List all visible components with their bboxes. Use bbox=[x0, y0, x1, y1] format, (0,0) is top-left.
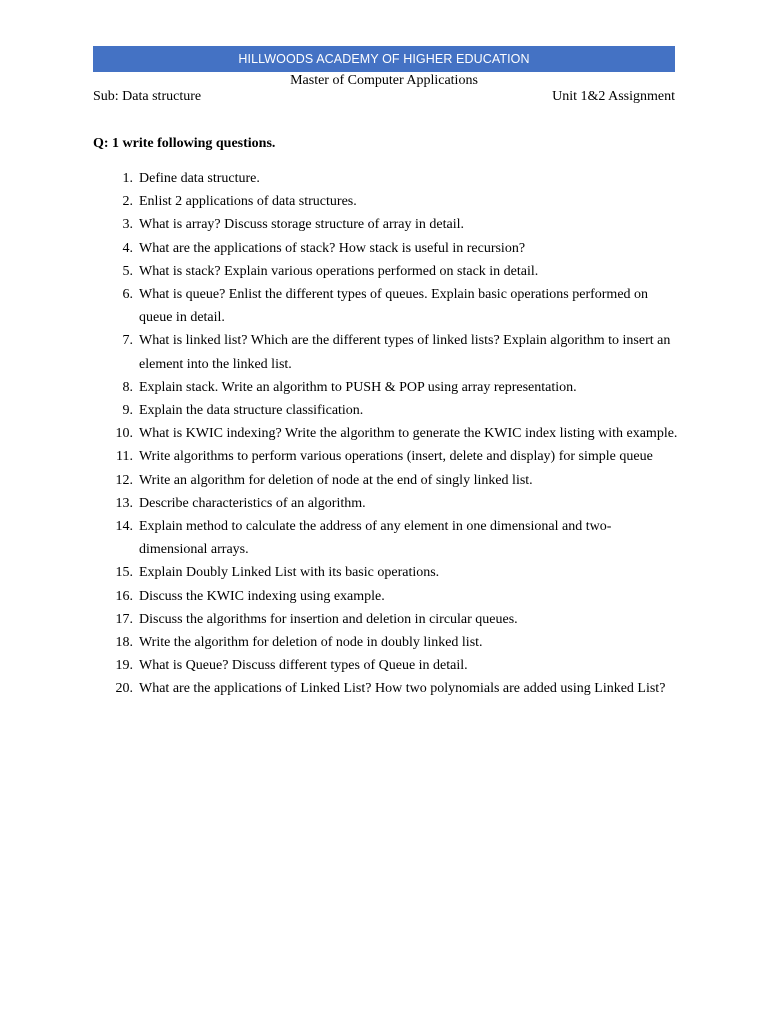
question-number bbox=[93, 492, 139, 515]
question-item bbox=[93, 585, 678, 608]
question-text: Explain stack. Write an algorithm to PUSH & POP using array representation. bbox=[139, 379, 577, 395]
question-item bbox=[93, 422, 678, 445]
question-item bbox=[93, 608, 678, 631]
question-number-label: 12. bbox=[115, 472, 133, 488]
unit-label: Unit 1&2 Assignment bbox=[552, 89, 675, 104]
question-text: What is KWIC indexing? Write the algorithm to generate the KWIC index listing with example. bbox=[139, 426, 678, 442]
question-item bbox=[93, 237, 678, 260]
question-number-label: 10. bbox=[115, 426, 133, 442]
question-item bbox=[93, 167, 678, 190]
question-number-label: 18. bbox=[115, 635, 133, 651]
question-number-label: 5. bbox=[122, 263, 133, 279]
question-text: Discuss the KWIC indexing using example. bbox=[139, 588, 385, 604]
question-number bbox=[93, 561, 139, 584]
question-text: Explain Doubly Linked List with its basic operations. bbox=[139, 565, 440, 581]
question-item bbox=[93, 329, 678, 375]
question-text: What are the applications of stack? How stack is useful in recursion? bbox=[139, 240, 526, 256]
question-number-label: 8. bbox=[122, 379, 133, 395]
question-number bbox=[93, 329, 139, 375]
question-number bbox=[93, 237, 139, 260]
question-number bbox=[93, 515, 139, 561]
question-item bbox=[93, 283, 678, 329]
question-number bbox=[93, 376, 139, 399]
question-text: What is array? Discuss storage structure of array in detail. bbox=[139, 217, 464, 233]
question-number bbox=[93, 608, 139, 631]
question-number-label: 4. bbox=[122, 240, 133, 256]
question-number bbox=[93, 422, 139, 445]
question-item bbox=[93, 631, 678, 654]
question-text: What are the applications of Linked List? How two polynomials are added using Linked List? bbox=[139, 681, 666, 697]
question-number-label: 9. bbox=[122, 403, 133, 419]
question-text: Write algorithms to perform various operations (insert, delete and display) for simple queue bbox=[139, 449, 653, 465]
question-text: Write the algorithm for deletion of node in doubly linked list. bbox=[139, 635, 483, 651]
question-item bbox=[93, 190, 678, 213]
subject-label: Sub: Data structure bbox=[93, 89, 202, 104]
question-text: Discuss the algorithms for insertion and deletion in circular queues. bbox=[139, 611, 518, 627]
question-number-label: 1. bbox=[122, 171, 133, 186]
question-text: Explain method to calculate the address of any element in one dimensional and two-dimensional arrays. bbox=[139, 519, 612, 558]
question-item bbox=[93, 445, 678, 468]
question-number-label: 6. bbox=[122, 287, 133, 303]
question-number bbox=[93, 190, 139, 213]
question-item bbox=[93, 213, 678, 236]
program-title: Master of Computer Applications bbox=[290, 73, 478, 88]
question-text: Define data structure. bbox=[139, 171, 260, 186]
question-number-label: 3. bbox=[122, 217, 133, 233]
question-number-label: 7. bbox=[122, 333, 133, 349]
question-number bbox=[93, 399, 139, 422]
question-number bbox=[93, 677, 139, 700]
question-number-label: 13. bbox=[115, 495, 133, 511]
question-number bbox=[93, 213, 139, 236]
question-text: What is stack? Explain various operations performed on stack in detail. bbox=[139, 263, 539, 279]
question-number bbox=[93, 654, 139, 677]
institution-banner: HILLWOODS ACADEMY OF HIGHER EDUCATION bbox=[93, 46, 675, 72]
question-number bbox=[93, 445, 139, 468]
question-item bbox=[93, 561, 678, 584]
question-number-label: 17. bbox=[115, 611, 133, 627]
question-item bbox=[93, 469, 678, 492]
question-text: What is Queue? Discuss different types of Queue in detail. bbox=[139, 658, 468, 674]
question-item bbox=[93, 515, 678, 561]
question-item bbox=[93, 376, 678, 399]
question-text: Explain the data structure classification. bbox=[139, 403, 364, 419]
question-number bbox=[93, 167, 139, 190]
question-list bbox=[93, 167, 678, 701]
question-number bbox=[93, 631, 139, 654]
question-number-label: 15. bbox=[115, 565, 133, 581]
question-number-label: 2. bbox=[122, 194, 133, 210]
question-item bbox=[93, 492, 678, 515]
question-item bbox=[93, 677, 678, 700]
question-text: Describe characteristics of an algorithm. bbox=[139, 495, 366, 511]
question-number bbox=[93, 585, 139, 608]
question-number-label: 14. bbox=[115, 519, 133, 535]
question-text: Enlist 2 applications of data structures. bbox=[139, 194, 357, 210]
question-number-label: 11. bbox=[116, 449, 133, 465]
question-item bbox=[93, 399, 678, 422]
question-number bbox=[93, 260, 139, 283]
question-number-label: 20. bbox=[115, 681, 133, 697]
question-number-label: 16. bbox=[115, 588, 133, 604]
question-number-label: 19. bbox=[115, 658, 133, 674]
section-heading: Q: 1 write following questions. bbox=[93, 136, 276, 151]
question-number bbox=[93, 469, 139, 492]
question-text: Write an algorithm for deletion of node at the end of singly linked list. bbox=[139, 472, 533, 488]
question-number bbox=[93, 283, 139, 329]
question-text: What is linked list? Which are the different types of linked lists? Explain algorithm to insert an element into the linked list. bbox=[139, 333, 671, 372]
question-item bbox=[93, 654, 678, 677]
question-item bbox=[93, 260, 678, 283]
question-text: What is queue? Enlist the different types of queues. Explain basic operations performed on queue in detail. bbox=[139, 287, 649, 326]
